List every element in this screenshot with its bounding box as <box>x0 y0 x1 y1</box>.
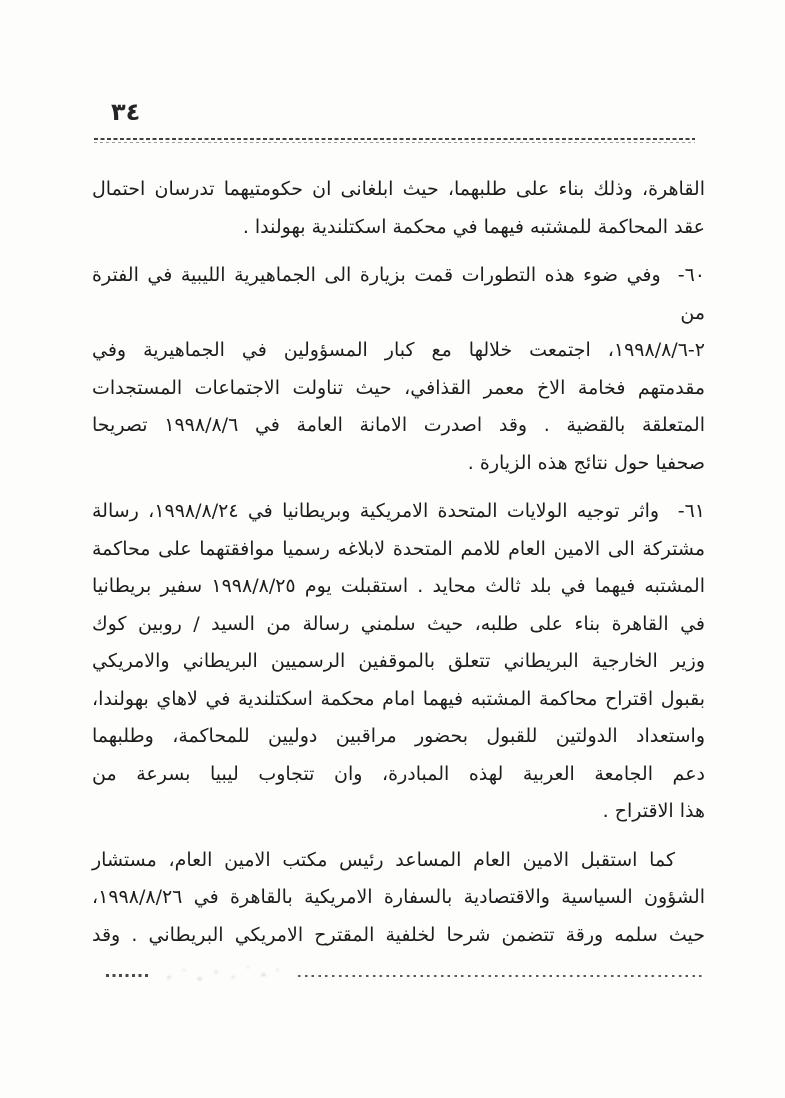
text-line: واستعداد الدولتين للقبول بحضور مراقبين دوليين للمحاكمة، وطلبهما <box>92 725 705 747</box>
text-line: في القاهرة بناء على طلبه، حيث سلمني رسالة من السيد / روبين كوك <box>92 612 705 635</box>
text-line: ٦١- واثر توجيه الولايات المتحدة الامريكية وبريطانيا في ١٩٩٨/٨/٢٤، رسالة <box>92 500 705 522</box>
footer-dash-segment <box>106 974 151 977</box>
text-line: عقد المحاكمة للمشتبه فيهما في محكمة اسكتلندية بهولندا . <box>242 215 705 238</box>
text-line: القاهرة، وذلك بناء على طلبهما، حيث ابلغانى ان حكومتيهما تدرسان احتمال <box>92 178 705 200</box>
text-line: المشتبه فيهما في بلد ثالث محايد . استقبلت يوم ١٩٩٨/٨/٢٥ سفير بريطانيا <box>92 575 705 597</box>
page-number: ٣٤ <box>111 98 141 126</box>
footer-dotted-rule <box>298 975 706 977</box>
header-rule-bottom <box>94 142 695 143</box>
paragraph-60 <box>92 257 705 482</box>
text-line: مشتركة الى الامين العام للامم المتحدة لابلاغه رسميا موافقتهما على محاكمة <box>92 537 705 560</box>
text-line: مقدمتهم فخامة الاخ معمر القذافي، حيث تناولت الاجتماعات المستجدات <box>92 376 705 399</box>
paragraph-closing <box>92 842 705 955</box>
text-line: كما استقبل الامين العام المساعد رئيس مكتب الامين العام، مستشار <box>92 848 675 871</box>
text-line: هذا الاقتراح . <box>602 800 705 822</box>
faded-ink-smudge <box>156 959 285 990</box>
text-line: بقبول اقتراح محاكمة المشتبه فيهما امام محكمة اسكتلندية في لاهاي بهولندا، <box>92 687 705 710</box>
text-line: الشؤون السياسية والاقتصادية بالسفارة الامريكية بالقاهرة في ١٩٩٨/٨/٢٦، <box>92 886 705 908</box>
text-line: ٦٠- وفي ضوء هذه التطورات قمت بزيارة الى الجماهيرية الليبية في الفترة من <box>92 264 705 324</box>
text-line: دعم الجامعة العربية لهذه المبادرة، وان تتجاوب ليبيا بسرعة من <box>92 762 705 785</box>
text-line: المتعلقة بالقضية . وقد اصدرت الامانة العامة في ١٩٩٨/٨/٦ تصريحا <box>92 414 705 436</box>
document-body <box>92 171 705 965</box>
text-line: حيث سلمه ورقة تتضمن شرحا لخلفية المقترح الامريكي البريطاني . وقد <box>92 923 705 946</box>
text-line: وزير الخارجية البريطاني تتعلق بالموقفين الرسميين البريطاني والامريكي <box>92 650 705 672</box>
paragraph-61 <box>92 493 705 831</box>
text-line: صحفيا حول نتائج هذه الزيارة . <box>467 451 705 474</box>
header-rule-top <box>94 138 695 140</box>
paragraph-continuation <box>92 171 705 246</box>
text-line: ٢-١٩٩٨/٨/٦، اجتمعت خلالها مع كبار المسؤولين في الجماهيرية وفي <box>92 339 705 361</box>
